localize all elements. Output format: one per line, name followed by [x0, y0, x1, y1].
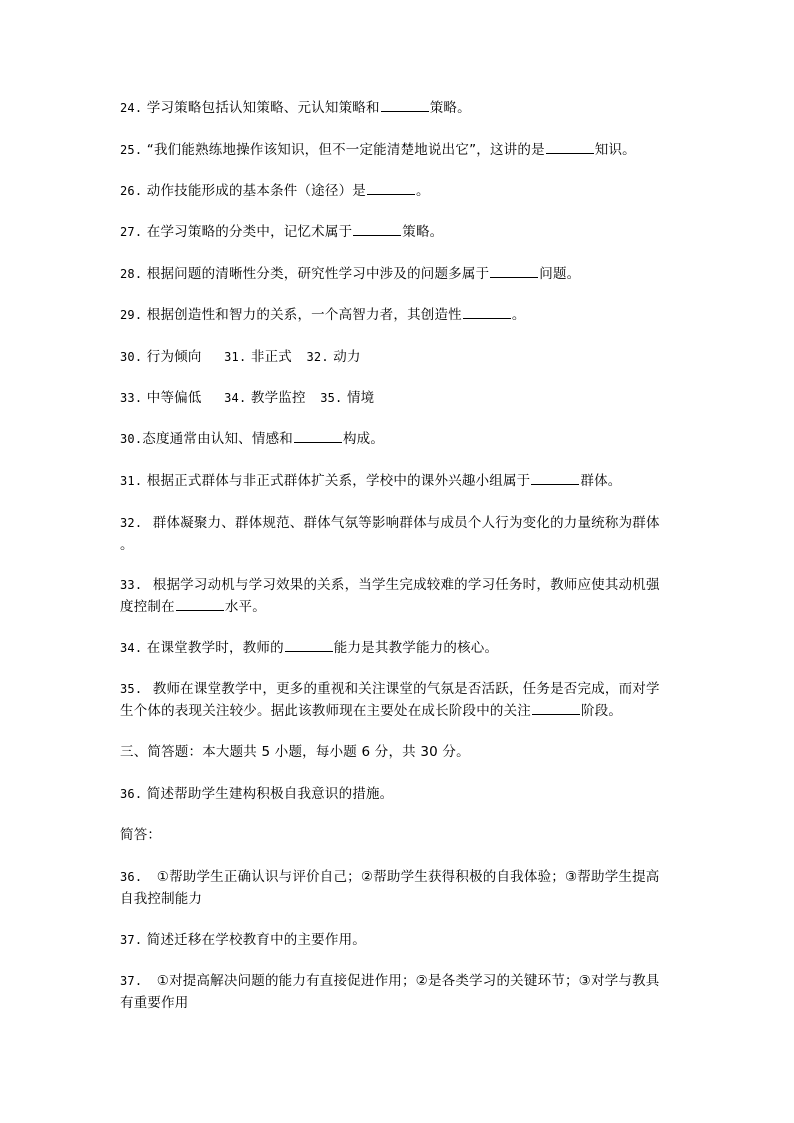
fill-blank [294, 430, 342, 443]
question-number: 24. [120, 101, 143, 115]
question-number: 36. [120, 787, 143, 801]
question-text: 群体。 [580, 473, 622, 489]
question-33-continuation [120, 596, 680, 618]
answer-text: 自我控制能力 [120, 891, 203, 907]
question-28 [120, 263, 680, 285]
answer-number: 35. [320, 391, 343, 405]
question-text: 水平。 [224, 599, 266, 615]
question-number: 31. [120, 474, 143, 488]
question-text: 在课堂教学时，教师的 [146, 640, 284, 656]
question-36 [120, 783, 680, 805]
question-text: 群体凝聚力、群体规范、群体气氛等影响群体与成员个人行为变化的力量统称为群体 [152, 515, 660, 531]
question-27 [120, 221, 680, 243]
question-text: 教师在课堂教学中，更多的重视和关注课堂的气氛是否活跃，任务是否完成，而对学 [152, 681, 660, 697]
question-number: 28. [120, 267, 143, 281]
question-number: 29. [120, 308, 143, 322]
question-text: 根据正式群体与非正式群体扩关系，学校中的课外兴趣小组属于 [146, 473, 531, 489]
question-33 [120, 574, 680, 596]
question-number: 27. [120, 225, 143, 239]
answer-number: 31. [224, 350, 247, 364]
question-37 [120, 929, 680, 951]
question-text: 根据学习动机与学习效果的关系，当学生完成较难的学习任务时，教师应使其动机强 [152, 577, 660, 593]
fill-blank [353, 223, 401, 236]
question-text: 简述帮助学生建构积极自我意识的措施。 [146, 786, 394, 802]
question-30 [120, 428, 680, 450]
answer-text: 教学监控 [250, 390, 306, 406]
question-text: 根据问题的清晰性分类，研究性学习中涉及的问题多属于 [146, 266, 490, 282]
question-text: 问题。 [539, 266, 581, 282]
answer-row-1 [120, 346, 680, 368]
question-text: 学习策略包括认知策略、元认知策略和 [146, 100, 380, 116]
question-text: 。 [511, 307, 526, 323]
question-text: 。 [120, 537, 134, 553]
answer-text: 行为倾向 [146, 349, 202, 365]
question-text: 态度通常由认知、情感和 [142, 431, 293, 447]
question-text: 。 [415, 183, 430, 199]
question-text: 能力是其教学能力的核心。 [333, 640, 499, 656]
question-29 [120, 304, 680, 326]
answer-row-2 [120, 387, 680, 409]
question-24 [120, 97, 680, 119]
answer-number: 37. [120, 974, 143, 988]
fill-blank [285, 639, 333, 652]
answer-37 [120, 970, 680, 992]
answer-number: 30. [120, 350, 143, 364]
answer-36 [120, 866, 680, 888]
answer-text: ①帮助学生正确认识与评价自己；②帮助学生获得积极的自我体验；③帮助学生提高 [156, 869, 660, 885]
question-number: 37. [120, 933, 143, 947]
question-text: 根据创造性和智力的关系，一个高智力者，其创造性 [146, 307, 462, 323]
question-number: 26. [120, 184, 143, 198]
question-number: 34. [120, 641, 143, 655]
fill-blank [463, 306, 511, 319]
question-number: 25. [120, 143, 143, 157]
answer-37-continuation [120, 992, 680, 1014]
answer-number: 32. [306, 350, 329, 364]
question-31 [120, 470, 680, 492]
question-text: 在学习策略的分类中，记忆术属于 [146, 224, 353, 240]
fill-blank [381, 99, 429, 112]
answer-number: 33. [120, 391, 143, 405]
question-text: “我们能熟练地操作该知识，但不一定能清楚地说出它”，这讲的是 [146, 142, 545, 158]
answer-text: 中等偏低 [146, 390, 202, 406]
fill-blank [546, 141, 594, 154]
answer-label: 简答： [120, 827, 162, 843]
answer-text: ①对提高解决问题的能力有直接促进作用；②是各类学习的关键环节；③对学与教具 [156, 973, 660, 989]
section-heading: 三、简答题：本大题共 5 小题，每小题 6 分，共 30 分。 [120, 744, 470, 760]
question-text: 构成。 [342, 431, 385, 447]
question-text: 度控制在 [120, 599, 175, 615]
question-text: 动作技能形成的基本条件（途径）是 [146, 183, 366, 199]
fill-blank [490, 265, 538, 278]
answer-number: 34. [224, 391, 247, 405]
question-text: 策略。 [429, 100, 471, 116]
question-text: 简述迁移在学校教育中的主要作用。 [146, 932, 366, 948]
question-26 [120, 180, 680, 202]
question-25 [120, 139, 680, 161]
question-32-continuation [120, 534, 680, 556]
question-text: 策略。 [402, 224, 444, 240]
answer-36-continuation [120, 888, 680, 910]
question-35 [120, 678, 680, 700]
question-32 [120, 512, 680, 534]
question-number: 35. [120, 682, 143, 696]
question-text: 知识。 [594, 142, 636, 158]
answer-number: 36. [120, 870, 143, 884]
answer-text: 动力 [333, 349, 361, 365]
question-34 [120, 637, 680, 659]
question-number: 32. [120, 516, 143, 530]
question-text: 阶段。 [581, 703, 623, 719]
fill-blank [531, 472, 579, 485]
question-number: 33. [120, 578, 143, 592]
answer-text: 有重要作用 [120, 995, 189, 1011]
question-text: 生个体的表现关注较少。据此该教师现在主要处在成长阶段中的关注 [120, 703, 531, 719]
fill-blank [367, 182, 415, 195]
question-number: 30. [120, 432, 143, 446]
answer-text: 情境 [346, 390, 375, 406]
answer-text: 非正式 [250, 349, 292, 365]
question-35-continuation [120, 700, 680, 722]
fill-blank [176, 598, 224, 611]
fill-blank [532, 702, 580, 715]
